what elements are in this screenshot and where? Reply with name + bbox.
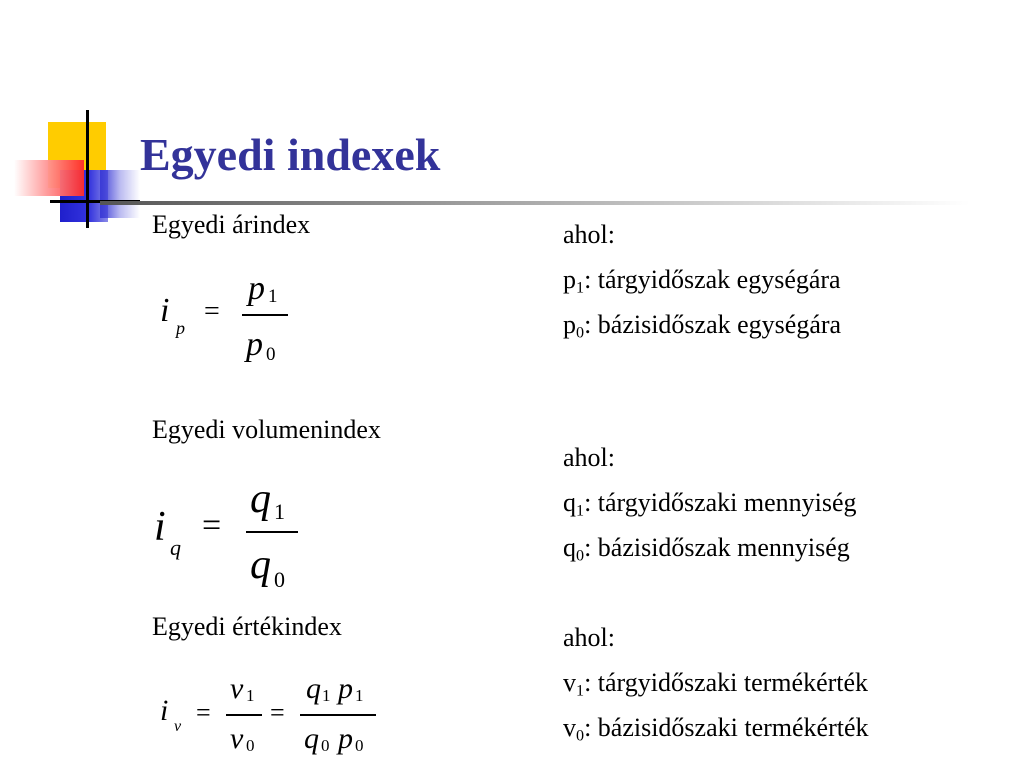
note-item: $v_1$: tárgyidőszaki termékérték: [563, 668, 869, 700]
formula-numerator-sub: 1: [268, 286, 278, 307]
fraction2-denominator-p-sub: 0: [355, 736, 364, 755]
formula-lhs-sub: v: [174, 718, 182, 735]
value-index-formula: [150, 672, 390, 768]
note-item: $v_0$: bázisidőszaki termékérték: [563, 713, 869, 745]
price-index-notes: [563, 212, 841, 347]
formula-equals-2: =: [270, 698, 285, 727]
title-underline: [100, 201, 970, 205]
notes-intro: ahol:: [563, 220, 615, 249]
formula-lhs-sub: q: [170, 535, 181, 560]
fraction1-denominator: v: [230, 722, 244, 755]
decor-red-square: [14, 160, 84, 196]
note-item: $p_1$: tárgyidőszak egységára: [563, 265, 841, 297]
fraction2-denominator-q-sub: 0: [321, 736, 330, 755]
fraction-bar: [242, 314, 288, 316]
formula-denominator-sub: 0: [266, 344, 276, 365]
formula-numerator-sub: 1: [274, 499, 285, 524]
formula-lhs-sub: p: [176, 318, 185, 338]
formula-lhs: i: [160, 292, 170, 329]
fraction1-denominator-sub: 0: [246, 736, 255, 755]
fraction-bar: [300, 714, 376, 716]
formula-lhs: i: [154, 504, 166, 550]
decor-blue-fade: [100, 170, 140, 218]
volume-index-notes: [563, 435, 857, 570]
fraction2-numerator-q-sub: 1: [322, 686, 331, 705]
formula-numerator: p: [248, 270, 265, 307]
fraction2-denominator-p: p: [338, 722, 353, 755]
fraction-bar: [246, 531, 298, 533]
value-index-label: Egyedi értékindex: [152, 612, 342, 641]
notes-intro: ahol:: [563, 623, 615, 652]
note-item: $p_0$: bázisidőszak egységára: [563, 310, 842, 342]
formula-equals: =: [204, 296, 220, 327]
note-item: $q_0$: bázisidőszak mennyiség: [563, 533, 850, 565]
volume-index-formula: [150, 475, 320, 600]
formula-denominator: p: [246, 326, 263, 363]
formula-numerator: q: [250, 476, 271, 522]
slide-title: Egyedi indexek: [140, 129, 441, 180]
volume-index-label: Egyedi volumenindex: [152, 415, 381, 444]
formula-lhs: i: [160, 694, 169, 727]
formula-equals-1: =: [196, 698, 211, 727]
formula-denominator-sub: 0: [274, 567, 285, 592]
fraction2-numerator-p-sub: 1: [355, 686, 364, 705]
value-index-notes: [563, 615, 869, 750]
decor-vertical-line: [86, 110, 89, 228]
fraction-bar: [226, 714, 262, 716]
fraction2-denominator-q: q: [304, 722, 319, 755]
formula-denominator: q: [250, 542, 271, 588]
price-index-formula: [150, 270, 310, 380]
formula-equals: =: [202, 507, 222, 544]
fraction2-numerator-q: q: [306, 672, 321, 705]
note-item: $q_1$: tárgyidőszaki mennyiség: [563, 488, 857, 520]
fraction2-numerator-p: p: [338, 672, 353, 705]
price-index-label: Egyedi árindex: [152, 210, 311, 239]
fraction1-numerator-sub: 1: [246, 686, 255, 705]
notes-intro: ahol:: [563, 443, 615, 472]
fraction1-numerator: v: [230, 672, 244, 705]
